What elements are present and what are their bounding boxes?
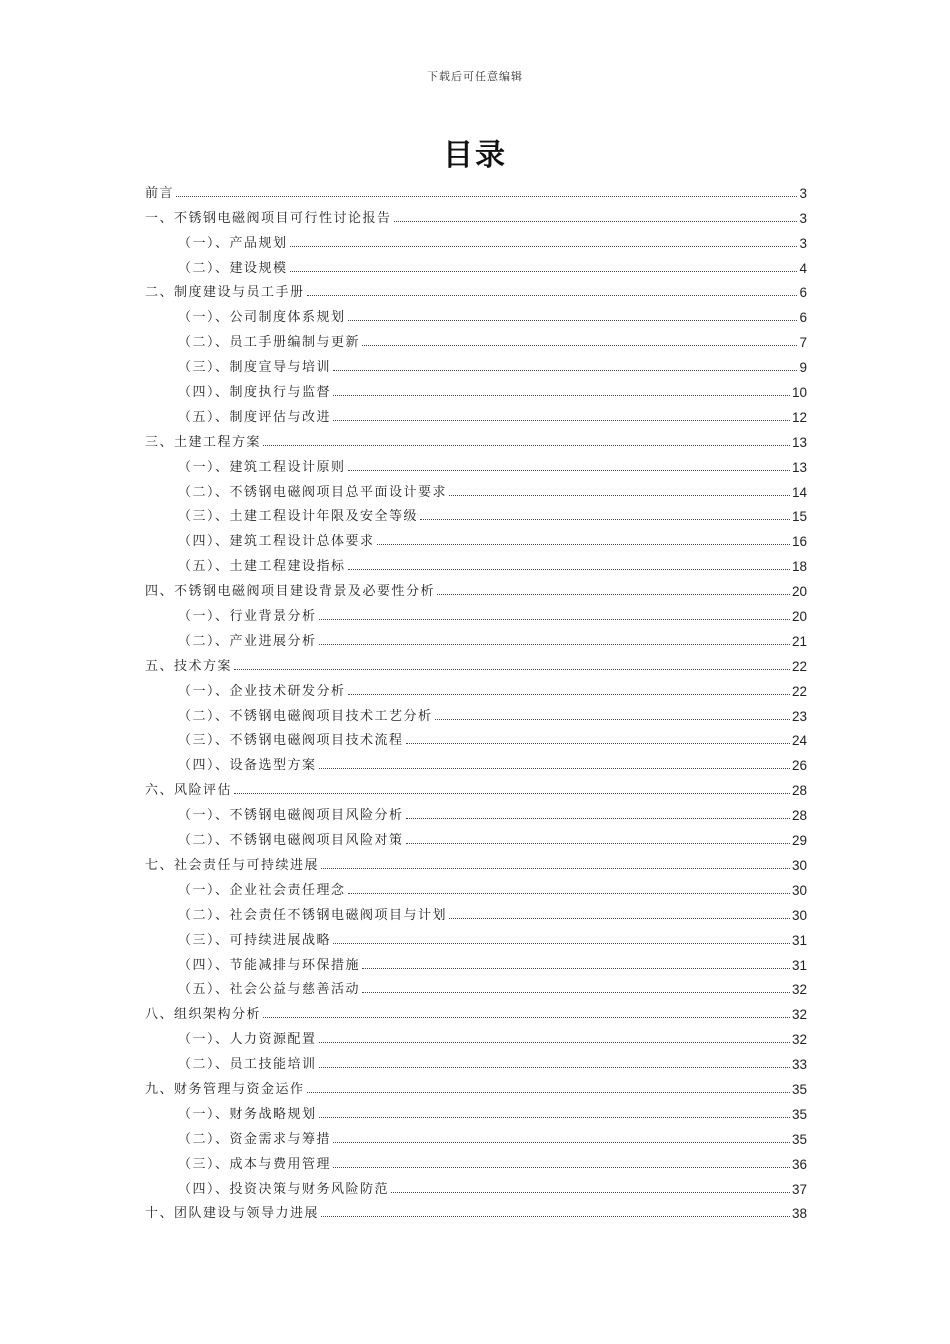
toc-entry[interactable] (145, 624, 807, 649)
toc-entry-page-number: 13 (791, 434, 807, 450)
toc-entry-page-number: 16 (791, 534, 807, 550)
toc-entry[interactable] (145, 201, 807, 226)
toc-dot-leader (319, 644, 790, 645)
toc-entry[interactable] (145, 375, 807, 400)
toc-dot-leader (234, 793, 790, 794)
toc-dot-leader (319, 1117, 790, 1118)
toc-entry[interactable] (145, 450, 807, 475)
toc-dot-leader (348, 569, 790, 570)
toc-dot-leader (234, 669, 790, 670)
toc-entry-title: （四）、设备选型方案 (178, 758, 317, 774)
table-of-contents (145, 176, 807, 1221)
toc-entry[interactable] (145, 748, 807, 773)
toc-dot-leader (377, 544, 790, 545)
toc-entry[interactable] (145, 724, 807, 749)
toc-entry-page-number: 7 (799, 335, 807, 351)
toc-entry[interactable] (145, 1097, 807, 1122)
toc-entry-title: （四）、制度执行与监督 (178, 385, 332, 401)
toc-entry-page-number: 30 (791, 882, 807, 898)
toc-dot-leader (319, 1067, 790, 1068)
toc-dot-leader (394, 221, 798, 222)
toc-entry-title: （一）、人力资源配置 (178, 1032, 317, 1048)
toc-dot-leader (333, 1142, 790, 1143)
toc-entry-page-number: 18 (791, 559, 807, 575)
toc-entry-title: 九、财务管理与资金运作 (145, 1081, 305, 1097)
toc-dot-leader (263, 1017, 790, 1018)
toc-entry[interactable] (145, 475, 807, 500)
toc-entry-title: （三）、成本与费用管理 (178, 1156, 332, 1172)
toc-entry-title: 五、技术方案 (145, 658, 233, 674)
toc-entry[interactable] (145, 300, 807, 325)
toc-dot-leader (348, 893, 790, 894)
toc-entry-title: 前言 (145, 185, 175, 201)
toc-entry[interactable] (145, 176, 807, 201)
toc-dot-leader (348, 694, 790, 695)
toc-entry-page-number: 28 (791, 808, 807, 824)
page-title: 目录 (443, 138, 507, 173)
toc-entry[interactable] (145, 1022, 807, 1047)
toc-entry[interactable] (145, 425, 807, 450)
toc-entry-page-number: 37 (791, 1181, 807, 1197)
toc-entry[interactable] (145, 549, 807, 574)
toc-entry[interactable] (145, 848, 807, 873)
toc-entry-title: （四）、建筑工程设计总体要求 (178, 534, 375, 550)
toc-entry-page-number: 15 (791, 509, 807, 525)
toc-entry-title: 一、不锈钢电磁阀项目可行性讨论报告 (145, 210, 392, 226)
toc-dot-leader (348, 470, 790, 471)
toc-entry-title: 六、风险评估 (145, 783, 233, 799)
toc-entry-page-number: 33 (791, 1057, 807, 1073)
toc-entry-title: （二）、产业进展分析 (178, 633, 317, 649)
toc-entry-page-number: 12 (791, 409, 807, 425)
toc-entry-title: （三）、可持续进展战略 (178, 932, 332, 948)
toc-entry-title: （二）、不锈钢电磁阀项目技术工艺分析 (178, 708, 433, 724)
toc-entry-title: （三）、制度宣导与培训 (178, 360, 332, 376)
toc-entry-title: （二）、员工手册编制与更新 (178, 335, 361, 351)
toc-entry[interactable] (145, 574, 807, 599)
toc-entry[interactable] (145, 599, 807, 624)
toc-entry[interactable] (145, 1122, 807, 1147)
toc-entry[interactable] (145, 674, 807, 699)
toc-entry-page-number: 22 (791, 658, 807, 674)
toc-entry-page-number: 21 (791, 633, 807, 649)
toc-entry-page-number: 20 (791, 609, 807, 625)
toc-dot-leader (319, 619, 790, 620)
toc-entry-page-number: 32 (791, 1032, 807, 1048)
toc-entry-page-number: 13 (791, 459, 807, 475)
toc-dot-leader (362, 992, 790, 993)
toc-entry-page-number: 28 (791, 783, 807, 799)
toc-dot-leader (176, 196, 797, 197)
toc-entry-page-number: 32 (791, 1007, 807, 1023)
toc-dot-leader (307, 295, 798, 296)
toc-dot-leader (290, 271, 798, 272)
toc-entry-title: （二）、资金需求与筹措 (178, 1131, 332, 1147)
toc-dot-leader (333, 943, 790, 944)
header-note: 下载后可任意编辑 (427, 70, 523, 83)
toc-dot-leader (307, 1092, 790, 1093)
toc-entry-page-number: 31 (791, 932, 807, 948)
toc-entry-page-number: 6 (799, 285, 807, 301)
toc-entry-page-number: 26 (791, 758, 807, 774)
toc-entry[interactable] (145, 699, 807, 724)
toc-entry-page-number: 3 (799, 235, 807, 251)
toc-entry-page-number: 35 (791, 1131, 807, 1147)
toc-entry-title: （一）、产品规划 (178, 235, 288, 251)
toc-entry[interactable] (145, 1197, 807, 1222)
toc-entry-title: 二、制度建设与员工手册 (145, 285, 305, 301)
toc-entry-page-number: 32 (791, 982, 807, 998)
toc-entry[interactable] (145, 500, 807, 525)
toc-dot-leader (406, 743, 790, 744)
toc-dot-leader (420, 519, 790, 520)
toc-dot-leader (348, 320, 798, 321)
toc-entry-page-number: 30 (791, 857, 807, 873)
toc-entry-page-number: 22 (791, 683, 807, 699)
toc-entry-title: 十、团队建设与领导力进展 (145, 1206, 320, 1222)
toc-entry-title: 三、土建工程方案 (145, 434, 262, 450)
toc-entry-title: （三）、土建工程设计年限及安全等级 (178, 509, 419, 525)
toc-entry-page-number: 20 (791, 584, 807, 600)
toc-entry-title: （二）、不锈钢电磁阀项目风险对策 (178, 833, 404, 849)
toc-entry[interactable] (145, 1172, 807, 1197)
toc-entry-title: （一）、公司制度体系规划 (178, 310, 346, 326)
toc-entry-page-number: 29 (791, 833, 807, 849)
toc-entry-page-number: 4 (799, 260, 807, 276)
toc-entry[interactable] (145, 823, 807, 848)
toc-dot-leader (449, 495, 790, 496)
toc-dot-leader (437, 594, 790, 595)
toc-dot-leader (290, 246, 798, 247)
toc-entry-page-number: 3 (799, 185, 807, 201)
toc-entry[interactable] (145, 649, 807, 674)
toc-entry-title: （一）、不锈钢电磁阀项目风险分析 (178, 808, 404, 824)
toc-entry[interactable] (145, 400, 807, 425)
toc-entry[interactable] (145, 350, 807, 375)
toc-entry-page-number: 30 (791, 907, 807, 923)
toc-entry-page-number: 23 (791, 708, 807, 724)
toc-dot-leader (333, 395, 790, 396)
toc-entry-title: （一）、建筑工程设计原则 (178, 459, 346, 475)
toc-entry[interactable] (145, 524, 807, 549)
toc-dot-leader (319, 768, 790, 769)
toc-entry[interactable] (145, 873, 807, 898)
toc-dot-leader (333, 370, 797, 371)
toc-entry-title: （二）、社会责任不锈钢电磁阀项目与计划 (178, 907, 448, 923)
toc-dot-leader (449, 918, 790, 919)
toc-dot-leader (333, 1167, 790, 1168)
toc-entry-page-number: 38 (791, 1206, 807, 1222)
toc-entry[interactable] (145, 325, 807, 350)
toc-entry-page-number: 3 (799, 210, 807, 226)
toc-dot-leader (333, 420, 790, 421)
toc-entry-page-number: 9 (799, 360, 807, 376)
toc-dot-leader (321, 868, 790, 869)
toc-entry-title: （五）、制度评估与改进 (178, 409, 332, 425)
toc-dot-leader (435, 719, 790, 720)
toc-entry-page-number: 10 (791, 385, 807, 401)
toc-entry-title: （二）、员工技能培训 (178, 1057, 317, 1073)
toc-entry-page-number: 6 (799, 310, 807, 326)
toc-entry-title: （四）、节能减排与环保措施 (178, 957, 361, 973)
toc-dot-leader (406, 843, 790, 844)
toc-entry-title: （一）、财务战略规划 (178, 1106, 317, 1122)
toc-entry[interactable] (145, 1147, 807, 1172)
toc-dot-leader (362, 968, 790, 969)
toc-entry-title: 四、不锈钢电磁阀项目建设背景及必要性分析 (145, 584, 436, 600)
toc-entry-title: 七、社会责任与可持续进展 (145, 857, 320, 873)
toc-entry-title: 八、组织架构分析 (145, 1007, 262, 1023)
toc-entry-title: （五）、社会公益与慈善活动 (178, 982, 361, 998)
toc-entry-page-number: 31 (791, 957, 807, 973)
toc-entry-page-number: 35 (791, 1106, 807, 1122)
toc-entry-title: （四）、投资决策与财务风险防范 (178, 1181, 390, 1197)
toc-entry[interactable] (145, 948, 807, 973)
toc-entry-title: （五）、土建工程建设指标 (178, 559, 346, 575)
toc-entry[interactable] (145, 973, 807, 998)
toc-entry-title: （二）、不锈钢电磁阀项目总平面设计要求 (178, 484, 448, 500)
toc-dot-leader (319, 1042, 790, 1043)
toc-entry[interactable] (145, 997, 807, 1022)
toc-entry-page-number: 14 (791, 484, 807, 500)
toc-dot-leader (406, 818, 790, 819)
toc-entry[interactable] (145, 898, 807, 923)
toc-dot-leader (362, 345, 797, 346)
toc-entry-title: （一）、企业技术研发分析 (178, 683, 346, 699)
toc-entry-title: （二）、建设规模 (178, 260, 288, 276)
toc-entry-page-number: 24 (791, 733, 807, 749)
toc-entry[interactable] (145, 923, 807, 948)
toc-entry[interactable] (145, 1047, 807, 1072)
toc-entry-title: （一）、行业背景分析 (178, 609, 317, 625)
toc-dot-leader (391, 1192, 790, 1193)
toc-entry[interactable] (145, 798, 807, 823)
toc-entry[interactable] (145, 773, 807, 798)
toc-entry-title: （一）、企业社会责任理念 (178, 882, 346, 898)
toc-entry[interactable] (145, 1072, 807, 1097)
toc-dot-leader (321, 1216, 790, 1217)
toc-entry[interactable] (145, 276, 807, 301)
toc-entry-page-number: 36 (791, 1156, 807, 1172)
toc-entry[interactable] (145, 251, 807, 276)
toc-dot-leader (263, 445, 790, 446)
toc-entry[interactable] (145, 226, 807, 251)
toc-entry-page-number: 35 (791, 1081, 807, 1097)
toc-entry-title: （三）、不锈钢电磁阀项目技术流程 (178, 733, 404, 749)
